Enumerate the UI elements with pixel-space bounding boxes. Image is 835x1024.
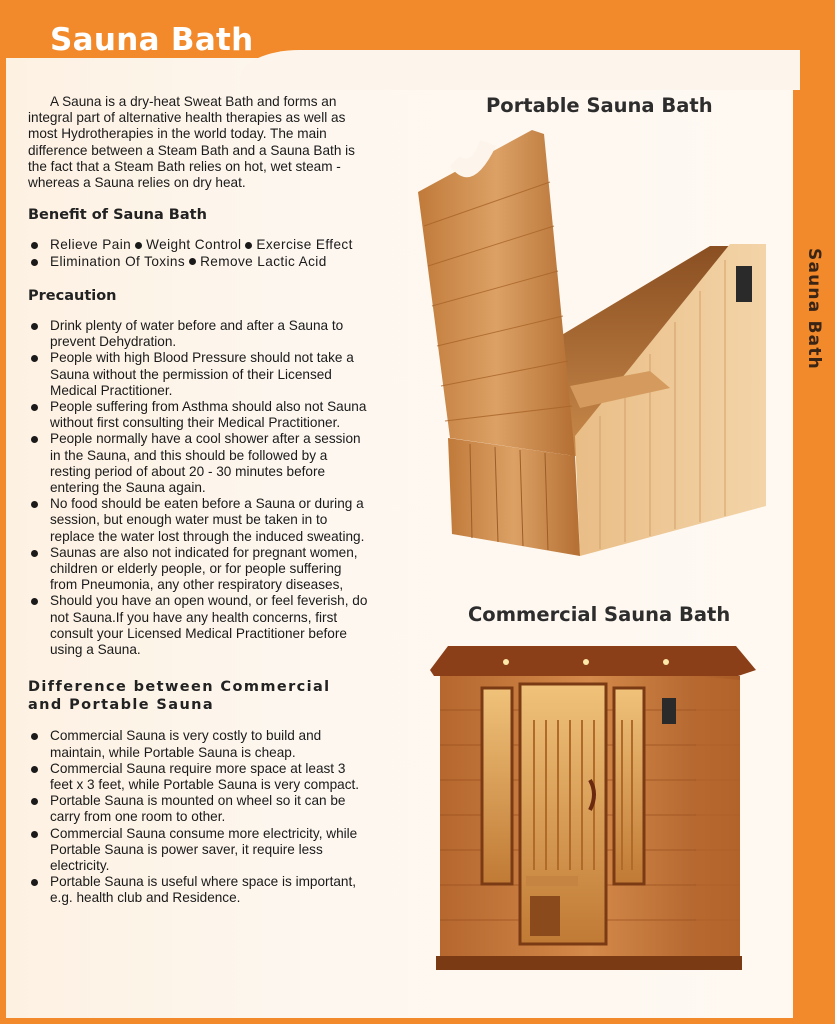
difference-item: Commercial Sauna consume more electricity, while Portable Sauna is power saver, it require less electricity. [28,826,370,875]
precaution-item: People suffering from Asthma should also not Sauna without first consulting their Medical Practitioner. [28,399,370,431]
precaution-list [28,318,370,658]
difference-heading: Difference between Commercial and Portable Sauna [28,679,331,714]
difference-item: Commercial Sauna require more space at least 3 feet x 3 feet, while Portable Sauna is very compact. [28,761,370,793]
bullet-separator [189,258,196,265]
commercial-sauna-title: Commercial Sauna Bath [468,603,731,626]
benefit-item: Relieve Pain [50,237,132,253]
precaution-item: People with high Blood Pressure should not take a Sauna without the permission of their Licensed Medical Practitioner. [28,350,370,399]
benefit-item: Weight Control [146,237,242,253]
precaution-item: Saunas are also not indicated for pregnant women, children or elderly people, or for people suffering from Pneumonia, any other respiratory diseases, [28,545,370,594]
header-curve [240,50,800,90]
benefits-heading: Benefit of Sauna Bath [28,207,207,224]
side-title: Sauna Bath [804,248,824,370]
text-column [28,94,370,921]
difference-list [28,728,370,906]
right-band [793,0,835,1024]
difference-item: Portable Sauna is mounted on wheel so it can be carry from one room to other. [28,793,370,825]
benefit-item: Exercise Effect [256,237,353,253]
benefit-line [28,254,370,270]
difference-item: Portable Sauna is useful where space is important, e.g. health club and Residence. [28,874,370,906]
portable-sauna-image [410,126,780,556]
precaution-item: People normally have a cool shower after a session in the Sauna, and this should be followed by a resting period of about 20 - 30 minutes before entering the Sauna again. [28,431,370,496]
benefit-item: Elimination Of Toxins [50,253,186,269]
bottom-border [0,1018,835,1024]
benefit-item: Remove Lactic Acid [200,253,327,269]
precaution-item: Should you have an open wound, or feel feverish, do not Sauna.If you have any health concerns, first consult your Licensed Medical Practitioner before using a Sauna. [28,593,370,658]
portable-sauna-title: Portable Sauna Bath [486,94,713,117]
difference-item: Commercial Sauna is very costly to build and maintain, while Portable Sauna is cheap. [28,728,370,760]
intro-paragraph: A Sauna is a dry-heat Sweat Bath and forms an integral part of alternative health therapies as well as most Hydrotherapies in the world today. The main difference between a Steam Bath and a Sauna Bath is the fact that a Steam Bath relies on hot, wet steam - whereas a Sauna relies on dry heat. [28,94,355,191]
commercial-sauna-image [426,640,760,980]
precaution-item: No food should be eaten before a Sauna or during a session, but enough water must be taken in to replace the water lost through the induced sweating. [28,496,370,545]
benefit-line [28,237,370,253]
bullet-separator [135,242,142,249]
precaution-item: Drink plenty of water before and after a Sauna to prevent Dehydration. [28,318,370,350]
benefits-list [28,237,370,269]
precaution-heading: Precaution [28,287,117,304]
page-title: Sauna Bath [50,22,254,58]
bullet-separator [245,242,252,249]
